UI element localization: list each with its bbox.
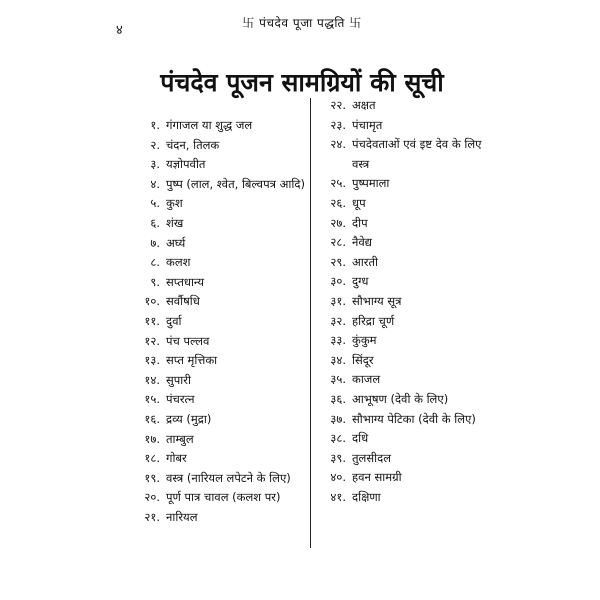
list-item <box>318 233 494 253</box>
item-number: १४. <box>144 372 160 387</box>
list-item <box>132 332 312 352</box>
list-item <box>132 312 312 332</box>
item-number: ७. <box>150 235 160 250</box>
list-item <box>318 194 494 214</box>
list-item <box>132 155 312 175</box>
list-item <box>132 253 312 273</box>
page-number: ४ <box>116 23 123 38</box>
item-number: २९. <box>330 254 346 269</box>
item-text: तुलसीदल <box>352 450 392 465</box>
item-number: १८. <box>144 451 160 466</box>
list-item <box>132 273 312 293</box>
item-number: १०. <box>144 294 160 309</box>
list-item <box>318 116 494 136</box>
item-number: ३९. <box>330 450 346 465</box>
list-item <box>318 135 494 174</box>
list-item <box>132 410 312 430</box>
list-item <box>132 371 312 391</box>
list-item <box>132 488 312 508</box>
item-number: ४. <box>150 176 160 191</box>
item-text: पुष्पमाला <box>352 176 390 191</box>
list-item <box>132 136 312 156</box>
item-number: १३. <box>144 353 160 368</box>
list-item <box>318 214 494 234</box>
item-number: ३७. <box>330 411 346 426</box>
item-text: पुष्प (लाल, श्वेत, बिल्वपत्र आदि) <box>166 176 305 191</box>
list-item <box>132 390 312 410</box>
list-item <box>318 331 494 351</box>
item-number: ३३. <box>330 333 346 348</box>
list-item <box>132 469 312 489</box>
item-text: ताम्बुल <box>166 431 194 446</box>
list-item <box>132 292 312 312</box>
item-number: ३८. <box>330 431 346 446</box>
item-text: हरिद्रा चूर्ण <box>352 313 395 328</box>
right-item-list <box>318 96 494 507</box>
item-text: दुग्ध <box>352 274 369 289</box>
item-text: अक्षत <box>352 98 376 112</box>
list-item <box>132 351 312 371</box>
item-number: ९. <box>150 274 160 289</box>
item-text: पंचामृत <box>352 117 383 132</box>
list-item <box>318 253 494 273</box>
item-number: २६. <box>330 195 346 210</box>
list-item <box>318 390 494 410</box>
item-number: ३४. <box>330 352 346 367</box>
item-text: नारियल <box>166 509 198 524</box>
page-title: पंचदेव पूजन सामग्रियों की सूची <box>160 67 444 97</box>
item-number: ३०. <box>330 274 346 289</box>
item-text: कुश <box>166 196 183 211</box>
item-text: गोबर <box>166 451 187 466</box>
item-number: २३. <box>330 117 346 132</box>
item-text: सर्वौषधि <box>166 294 200 309</box>
item-text: सौभाग्य सूत्र <box>352 293 402 308</box>
list-item <box>318 429 494 449</box>
item-text: दुर्वा <box>166 313 182 328</box>
list-item <box>132 508 312 528</box>
item-number: २५. <box>330 176 346 191</box>
item-text: पंचरत्न <box>166 392 195 407</box>
item-text: शंख <box>166 215 184 230</box>
item-text: आरती <box>352 254 378 269</box>
item-text: सप्त मृत्तिका <box>166 353 218 368</box>
list-item <box>132 430 312 450</box>
item-number: २. <box>150 137 160 152</box>
item-number: ५. <box>150 196 160 211</box>
item-text: नैवेद्य <box>352 235 373 250</box>
item-number: १५. <box>144 392 160 407</box>
item-number: २८. <box>330 235 346 250</box>
list-item <box>318 488 494 508</box>
item-number: १६. <box>144 411 160 426</box>
item-number: २७. <box>330 215 346 230</box>
list-item <box>132 234 312 254</box>
list-item <box>318 96 494 116</box>
item-number: ३१. <box>330 293 346 308</box>
item-number: २४. <box>330 137 346 152</box>
list-item <box>132 175 312 195</box>
item-number: १७. <box>144 431 160 446</box>
list-item <box>318 272 494 292</box>
item-text: धूप <box>352 195 366 210</box>
item-text: काजल <box>352 372 381 387</box>
item-text: गंगाजल या शुद्ध जल <box>166 118 253 132</box>
book-page <box>112 8 492 592</box>
list-item <box>318 174 494 194</box>
item-text: पंचदेवताओं एवं इष्ट देव के लिए वस्त्र <box>352 137 482 171</box>
item-text: सौभाग्य पेटिका (देवी के लिए) <box>352 411 476 426</box>
list-item <box>318 312 494 332</box>
item-text: द्रव्य (मुद्रा) <box>166 411 212 426</box>
item-text: सुपारी <box>166 372 191 387</box>
list-item <box>318 449 494 469</box>
item-number: ३. <box>150 157 160 172</box>
item-number: १२. <box>144 333 160 348</box>
item-text: कलश <box>166 255 191 270</box>
item-number: ३६. <box>330 391 346 406</box>
item-number: ३५. <box>330 372 346 387</box>
item-number: ८. <box>150 255 160 270</box>
item-number: १९. <box>144 470 160 485</box>
running-header: 卐 पंचदेव पूजा पद्धति 卐 <box>242 16 362 30</box>
item-text: सिंदूर <box>352 352 374 367</box>
item-text: दक्षिणा <box>352 489 381 504</box>
list-item <box>132 116 312 136</box>
item-text: पंच पल्लव <box>166 333 210 348</box>
list-item <box>318 468 494 488</box>
list-item <box>318 351 494 371</box>
item-text: चंदन, तिलक <box>166 137 220 152</box>
list-item <box>318 410 494 430</box>
left-item-list <box>132 116 312 527</box>
item-text: दीप <box>352 215 368 230</box>
item-text: वस्त्र (नारियल लपेटने के लिए) <box>166 470 291 485</box>
item-text: यज्ञोपवीत <box>166 157 206 172</box>
item-text: अर्घ्य <box>166 235 186 250</box>
item-number: २१. <box>144 509 160 524</box>
list-item <box>318 292 494 312</box>
item-number: १. <box>150 118 160 132</box>
item-text: कुंकुम <box>352 333 377 348</box>
item-number: २०. <box>144 490 160 505</box>
list-item <box>132 214 312 234</box>
item-text: सप्तधान्य <box>166 274 204 289</box>
list-item <box>132 194 312 214</box>
item-text: दधि <box>352 431 369 446</box>
item-text: हवन सामग्री <box>352 470 402 485</box>
list-item <box>318 370 494 390</box>
item-number: २२. <box>330 98 346 112</box>
item-text: आभूषण (देवी के लिए) <box>352 391 449 406</box>
item-number: ११. <box>144 313 160 328</box>
item-number: ४१. <box>330 489 346 504</box>
item-text: पूर्ण पात्र चावल (कलश पर) <box>166 490 281 505</box>
list-item <box>132 449 312 469</box>
item-number: ४०. <box>330 470 346 485</box>
item-number: ६. <box>150 215 160 230</box>
item-number: ३२. <box>330 313 346 328</box>
